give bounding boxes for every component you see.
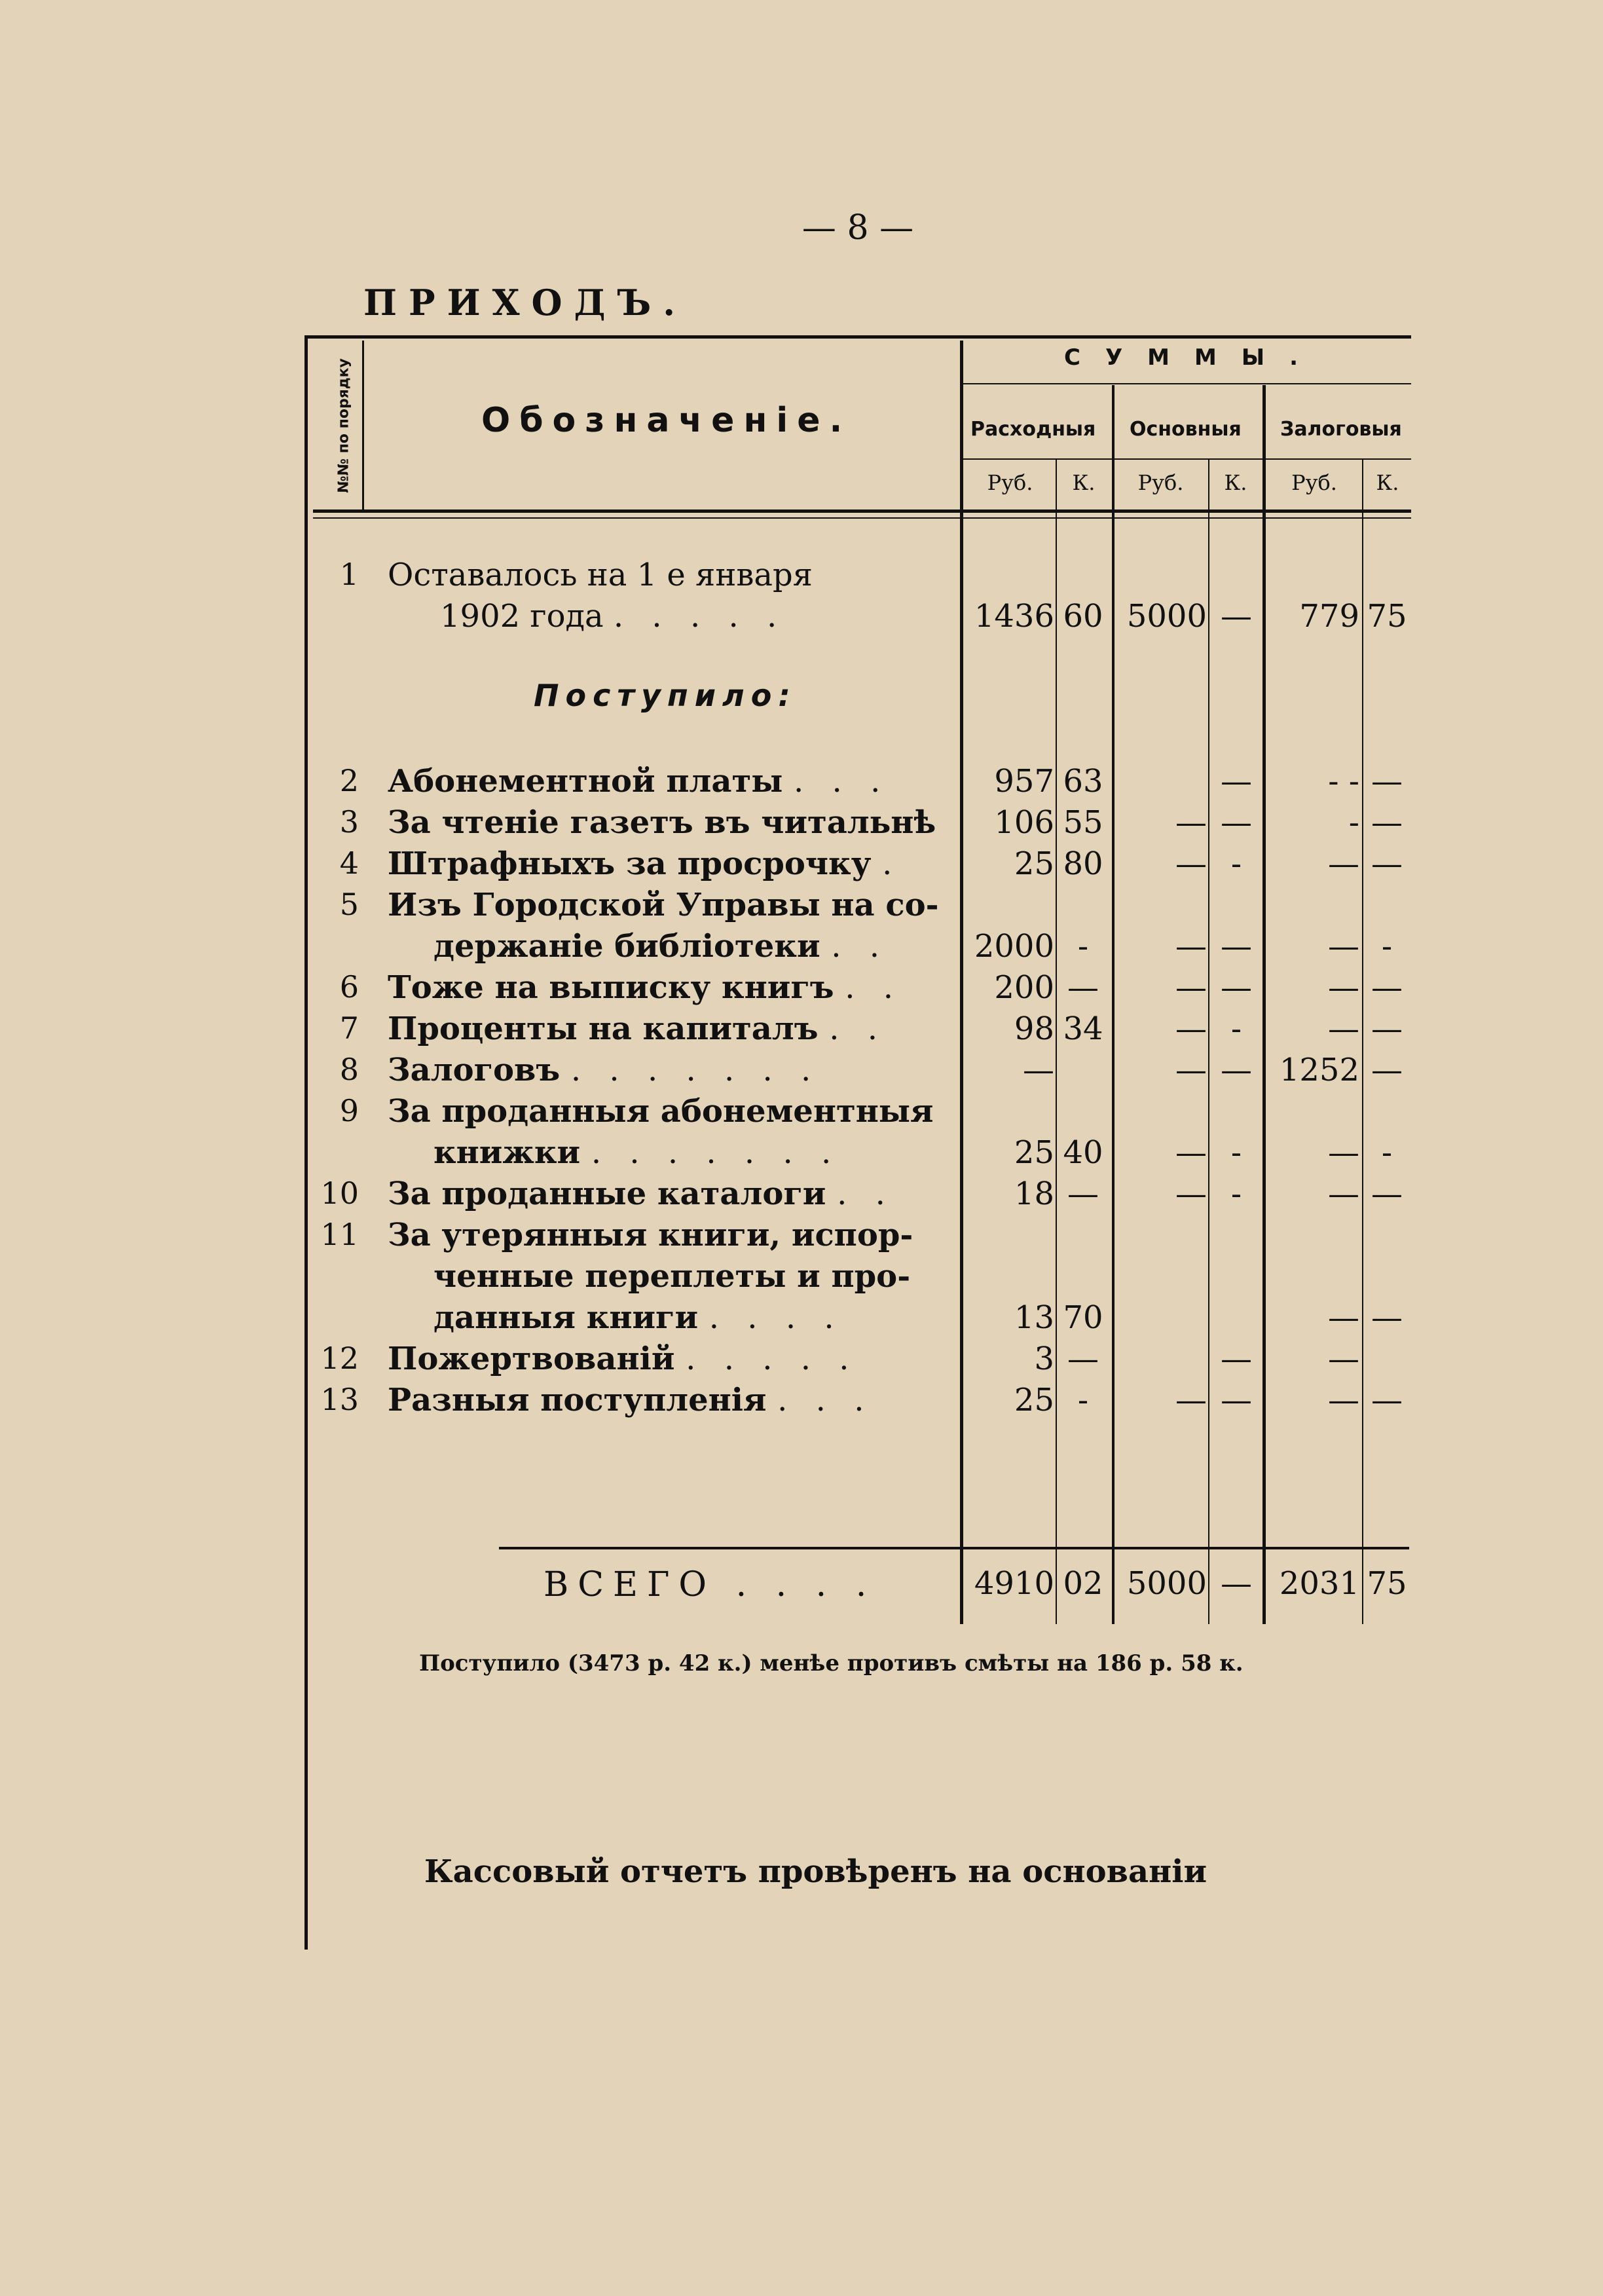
amount-cell-k3: — — [1371, 1176, 1403, 1212]
subheader-rule — [963, 458, 1411, 460]
amount-cell-k2: - — [1230, 1010, 1242, 1047]
leader-dots: . . . . — [709, 1299, 843, 1336]
amount-cell-k2: — — [1221, 763, 1252, 800]
total-kop-osn: — — [1221, 1565, 1252, 1602]
amount-cell-k1: 70 — [1063, 1299, 1103, 1336]
amount-cell-k1: — — [1067, 1341, 1099, 1377]
row-description: Тоже на выписку книгъ . . — [388, 969, 903, 1006]
amount-cell-k1: 55 — [1063, 804, 1103, 841]
row-description: Штрафныхъ за просрочку . — [388, 845, 902, 882]
amount-cell-r1: 106 — [994, 804, 1054, 841]
leader-dots: . . . . . — [686, 1341, 858, 1377]
received-subheading: Поступило: — [534, 678, 797, 713]
total-rub-zal: 2031 — [1279, 1565, 1359, 1602]
rasx-osn-divider — [1112, 385, 1115, 1624]
total-top-rule — [499, 1547, 1409, 1549]
row-description: ченные переплеты и про- — [433, 1258, 911, 1295]
amount-cell-r2: — — [1175, 1134, 1207, 1171]
amount-cell-k1: 60 — [1063, 598, 1103, 635]
amount-cell-r1: 1436 — [974, 598, 1054, 635]
row-number: 4 — [339, 845, 359, 881]
amount-cell-k3: — — [1371, 1382, 1403, 1418]
amount-cell-r1: 25 — [1014, 845, 1054, 882]
amount-cell-r1: 18 — [1014, 1176, 1054, 1212]
page-number: — 8 — — [802, 208, 914, 248]
amount-cell-k2: — — [1221, 928, 1252, 965]
table-top-rule — [304, 335, 1411, 339]
amount-cell-r3: - - — [1328, 763, 1359, 800]
leader-dots: . . — [831, 928, 889, 965]
row-description: За проданные каталоги . . — [388, 1176, 894, 1212]
amount-cell-k2: — — [1221, 1052, 1252, 1088]
amount-cell-k2: — — [1221, 1382, 1252, 1418]
amount-cell-k3: — — [1371, 1299, 1403, 1336]
amount-cell-r3: — — [1328, 1341, 1359, 1377]
row-number: 6 — [339, 969, 359, 1005]
rub-header-3: Руб. — [1291, 470, 1337, 495]
amount-cell-k2: — — [1221, 969, 1252, 1006]
leader-dots: . . . — [794, 763, 890, 800]
total-rub-osn: 5000 — [1126, 1565, 1207, 1602]
amount-cell-k3: — — [1371, 1010, 1403, 1047]
group-osnovnye: Основныя — [1130, 418, 1242, 441]
amount-cell-r3: 779 — [1299, 598, 1359, 635]
amount-cell-k1: 63 — [1063, 763, 1103, 800]
header-bottom-rule — [313, 509, 1411, 513]
amount-cell-r2: — — [1175, 845, 1207, 882]
row-number: 8 — [339, 1052, 359, 1087]
amount-cell-r3: — — [1328, 969, 1359, 1006]
amount-cell-k1: - — [1077, 928, 1089, 965]
amount-cell-r3: — — [1328, 845, 1359, 882]
row-description: 1902 года . . . . . — [440, 598, 786, 635]
osn-zal-divider — [1262, 385, 1266, 1624]
group-zalogovye: Залоговыя — [1280, 418, 1402, 441]
amount-cell-r1: 2000 — [974, 928, 1054, 965]
amount-cell-k3: 75 — [1367, 598, 1407, 635]
row-number: 13 — [320, 1382, 359, 1417]
leader-dots: . — [882, 845, 902, 882]
amount-cell-r2: — — [1175, 804, 1207, 841]
amount-cell-r2: 5000 — [1126, 598, 1207, 635]
leader-dots: . . . — [777, 1382, 874, 1418]
amount-cell-k1: 34 — [1063, 1010, 1103, 1047]
amount-cell-k3: — — [1371, 804, 1403, 841]
row-description: Оставалось на 1 е января — [388, 557, 813, 593]
leader-dots: . . — [845, 969, 903, 1006]
amount-cell-k3: — — [1371, 1052, 1403, 1088]
page-title: ПРИХОДЪ. — [363, 282, 688, 324]
total-kop-rasx: 02 — [1063, 1565, 1103, 1602]
amount-cell-r2: — — [1175, 1010, 1207, 1047]
amount-cell-k3: — — [1371, 969, 1403, 1006]
amount-cell-r3: — — [1328, 1176, 1359, 1212]
row-number: 7 — [339, 1010, 359, 1046]
amount-cell-r3: — — [1328, 928, 1359, 965]
groups-rule — [963, 383, 1411, 384]
row-description: За чтеніе газетъ въ читальнѣ — [388, 804, 936, 841]
amount-cell-k2: - — [1230, 845, 1242, 882]
footer-text: Кассовый отчетъ провѣренъ на основаніи — [424, 1853, 1207, 1890]
amount-cell-r2: — — [1175, 928, 1207, 965]
kop-header-1: К. — [1072, 470, 1096, 495]
amount-cell-r2: — — [1175, 969, 1207, 1006]
row-number: 10 — [320, 1176, 359, 1211]
amount-cell-k2: - — [1230, 1176, 1242, 1212]
row-number: 12 — [320, 1341, 359, 1376]
amount-cell-r3: — — [1328, 1382, 1359, 1418]
amount-cell-k1: — — [1067, 969, 1099, 1006]
row-description: За утерянныя книги, испор- — [388, 1217, 913, 1253]
sums-header: СУММЫ. — [1064, 344, 1323, 371]
amount-cell-k2: - — [1230, 1134, 1242, 1171]
amount-cell-r1: 13 — [1014, 1299, 1054, 1336]
rub-header-1: Руб. — [987, 470, 1033, 495]
row-description: Пожертвованій . . . . . — [388, 1341, 858, 1377]
amount-cell-r1: 200 — [994, 969, 1054, 1006]
amount-cell-k2: — — [1221, 1341, 1252, 1377]
row-description: данныя книги . . . . — [433, 1299, 843, 1336]
leader-dots: . . . . . . . — [591, 1134, 841, 1171]
amount-cell-r1: 25 — [1014, 1134, 1054, 1171]
row-number: 3 — [339, 804, 359, 840]
row-description: Изъ Городской Управы на со- — [388, 887, 939, 923]
total-kop-zal: 75 — [1367, 1565, 1407, 1602]
row-number: 2 — [339, 763, 359, 798]
amount-cell-r1: 3 — [1034, 1341, 1054, 1377]
zal-kop-divider — [1362, 458, 1363, 1624]
amount-cell-k3: - — [1381, 1134, 1393, 1171]
table-left-border — [304, 335, 308, 1950]
row-description: Залоговъ . . . . . . . — [388, 1052, 820, 1088]
amount-cell-k3: — — [1371, 763, 1403, 800]
amount-cell-r3: 1252 — [1279, 1052, 1359, 1088]
amount-cell-k1: — — [1067, 1176, 1099, 1212]
leader-dots: . . — [829, 1010, 887, 1047]
row-number: 11 — [320, 1217, 359, 1252]
kop-header-3: К. — [1376, 470, 1399, 495]
row-number: 5 — [339, 887, 359, 922]
row-number: 9 — [339, 1093, 359, 1128]
row-number: 1 — [339, 557, 359, 592]
rub-header-2: Руб. — [1137, 470, 1184, 495]
leader-dots: . . . . . . . — [570, 1052, 820, 1088]
amount-cell-k1: 40 — [1063, 1134, 1103, 1171]
kop-header-2: К. — [1224, 470, 1247, 495]
amount-cell-k2: — — [1221, 804, 1252, 841]
total-rub-rasx: 4910 — [974, 1565, 1054, 1602]
group-rasxodnye: Расходныя — [970, 418, 1096, 441]
amount-cell-k3: — — [1371, 845, 1403, 882]
row-description: Проценты на капиталъ . . — [388, 1010, 887, 1047]
column-number-header: №№ по порядку — [335, 358, 352, 493]
amount-cell-k3: - — [1381, 928, 1393, 965]
leader-dots: . . — [837, 1176, 894, 1212]
amount-cell-r1: 98 — [1014, 1010, 1054, 1047]
amount-cell-r3: — — [1328, 1299, 1359, 1336]
amount-cell-r2: — — [1175, 1176, 1207, 1212]
amount-cell-k2: — — [1221, 598, 1252, 635]
row-description: книжки . . . . . . . — [433, 1134, 841, 1171]
row-description: Разныя поступленія . . . — [388, 1382, 874, 1418]
row-description: Абонементной платы . . . — [388, 763, 890, 800]
amount-cell-r2: — — [1175, 1382, 1207, 1418]
total-label: ВСЕГО . . . . — [544, 1565, 876, 1604]
column-name-header: Обозначеніе. — [481, 401, 852, 440]
amount-cell-k1: - — [1077, 1382, 1089, 1418]
amount-cell-r3: — — [1328, 1134, 1359, 1171]
amount-cell-r1: — — [1023, 1052, 1054, 1088]
amount-cell-r1: 957 — [994, 763, 1054, 800]
amount-cell-r3: — — [1328, 1010, 1359, 1047]
osn-kop-divider — [1208, 458, 1209, 1624]
leader-dots: . . . . . — [613, 598, 786, 635]
amount-cell-r1: 25 — [1014, 1382, 1054, 1418]
row-description: За проданныя абонементныя — [388, 1093, 934, 1130]
budget-note: Поступило (3473 р. 42 к.) менѣе противъ смѣты на 186 р. 58 к. — [419, 1650, 1244, 1676]
amount-cell-r2: — — [1175, 1052, 1207, 1088]
row-description: держаніе библіотеки . . — [433, 928, 889, 965]
amount-cell-r3: - — [1348, 804, 1359, 841]
amount-cell-k1: 80 — [1063, 845, 1103, 882]
header-bottom-rule-2 — [313, 517, 1411, 519]
